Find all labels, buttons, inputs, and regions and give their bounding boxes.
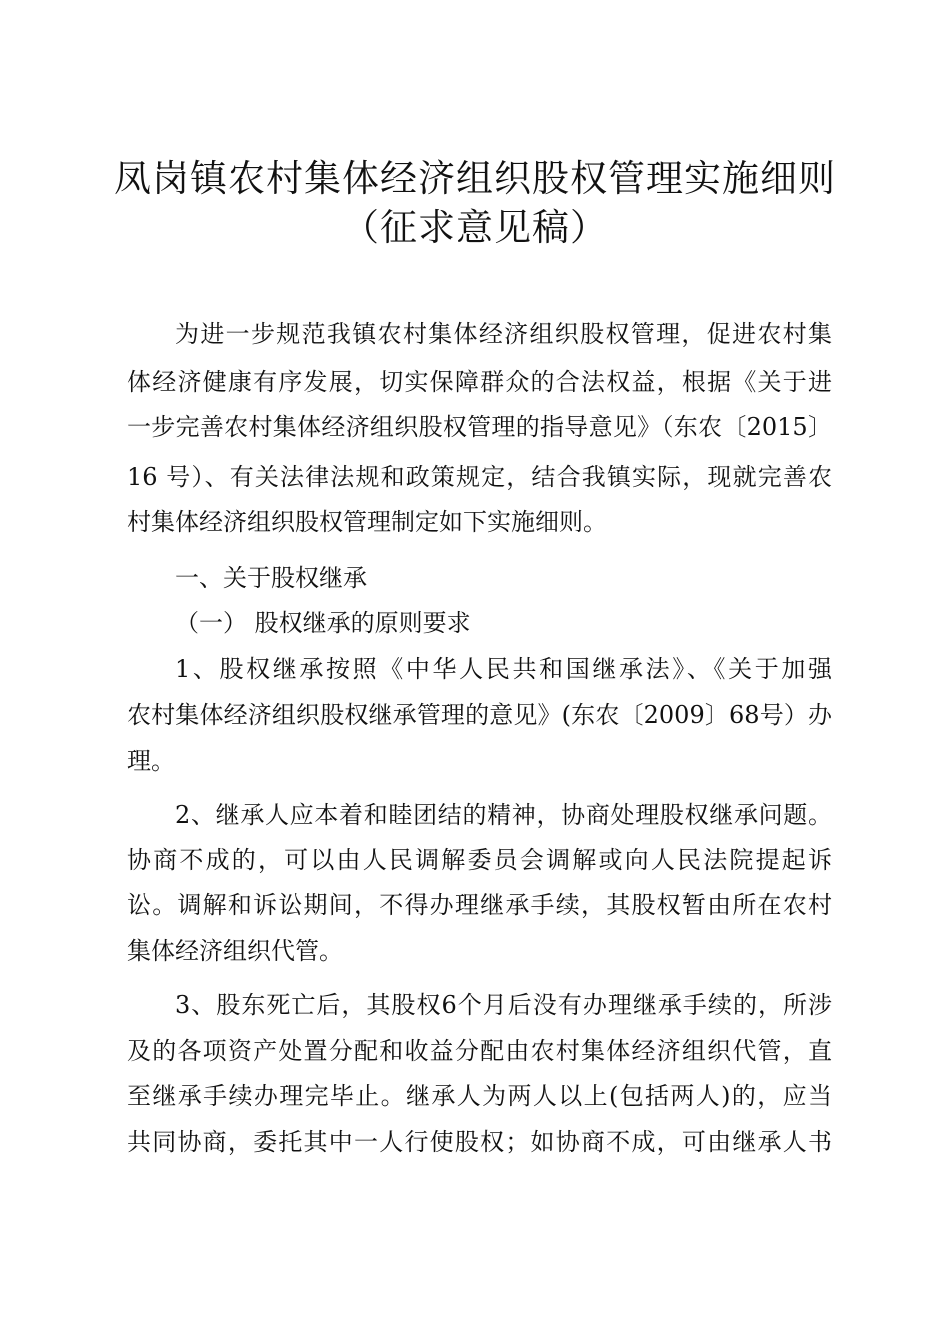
section-heading: 一、关于股权继承	[175, 564, 367, 592]
paragraph-line: 协商不成的，可以由人民调解委员会调解或向人民法院提起诉	[127, 846, 832, 874]
paragraph-line: 体经济健康有序发展，切实保障群众的合法权益，根据《关于进	[127, 368, 832, 396]
paragraph-line: 16 号）、有关法律法规和政策规定，结合我镇实际，现就完善农	[127, 463, 832, 491]
paragraph-line: 2、继承人应本着和睦团结的精神，协商处理股权继承问题。	[175, 801, 832, 829]
paragraph-line: 3、股东死亡后，其股权6个月后没有办理继承手续的，所涉	[175, 991, 832, 1019]
paragraph-line: 及的各项资产处置分配和收益分配由农村集体经济组织代管，直	[127, 1037, 832, 1065]
subsection-heading: （一） 股权继承的原则要求	[175, 609, 471, 637]
paragraph-line: 为进一步规范我镇农村集体经济组织股权管理，促进农村集	[175, 320, 832, 348]
paragraph-line: 农村集体经济组织股权继承管理的意见》(东农〔2009〕68号）办	[127, 701, 832, 729]
paragraph-line: 村集体经济组织股权管理制定如下实施细则。	[127, 508, 607, 536]
paragraph-line: 集体经济组织代管。	[127, 937, 343, 965]
paragraph-line: 理。	[127, 747, 175, 775]
document-subtitle: （征求意见稿）	[342, 206, 608, 249]
paragraph-line: 讼。调解和诉讼期间，不得办理继承手续，其股权暂由所在农村	[127, 891, 832, 919]
paragraph-line: 共同协商，委托其中一人行使股权；如协商不成，可由继承人书	[127, 1128, 832, 1156]
paragraph-line: 1、股权继承按照《中华人民共和国继承法》、《关于加强	[175, 655, 832, 683]
paragraph-line: 一步完善农村集体经济组织股权管理的指导意见》（东农〔2015〕	[127, 413, 832, 441]
document-title: 凤岗镇农村集体经济组织股权管理实施细则	[114, 157, 836, 200]
paragraph-line: 至继承手续办理完毕止。继承人为两人以上(包括两人)的，应当	[127, 1082, 832, 1110]
